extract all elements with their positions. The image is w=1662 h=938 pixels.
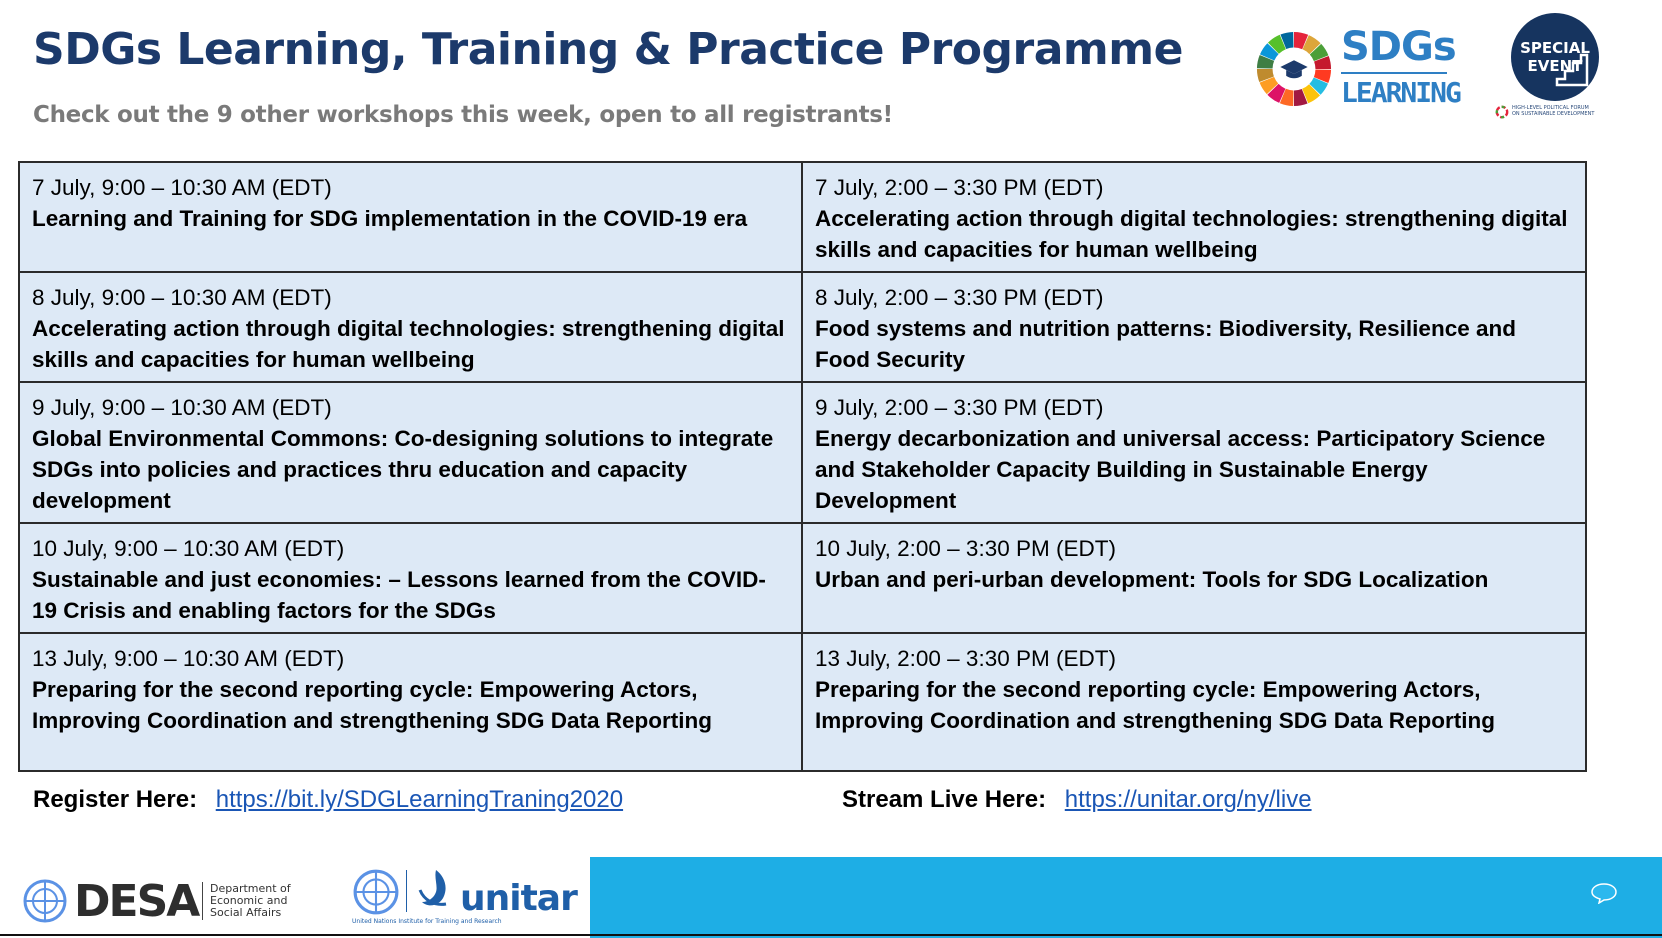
register-section (33, 786, 623, 814)
hlpf-line2: ON SUSTAINABLE DEVELOPMENT (1512, 111, 1595, 117)
un-emblem-icon (22, 878, 68, 924)
workshop-topic: Food systems and nutrition patterns: Biodiversity, Resilience and Food Security (815, 316, 1516, 372)
workshop-time: 8 July, 2:00 – 3:30 PM (EDT) (815, 285, 1104, 310)
desa-department (210, 883, 291, 919)
desa-logo (22, 876, 312, 926)
unitar-logo (350, 862, 577, 930)
footer-bar (590, 857, 1662, 938)
page-title: SDGs Learning, Training & Practice Programme (33, 24, 1183, 75)
workshop-topic: Sustainable and just economies: – Lessons learned from the COVID-19 Crisis and enabling factors for the SDGs (32, 567, 766, 623)
workshop-topic: Global Environmental Commons: Co-designing solutions to integrate SDGs into policies and practices thru education and capacity development (32, 426, 774, 513)
workshop-cell (802, 523, 1586, 633)
workshop-time: 13 July, 2:00 – 3:30 PM (EDT) (815, 646, 1116, 671)
workshop-time: 10 July, 9:00 – 10:30 AM (EDT) (32, 536, 345, 561)
table-row (19, 523, 1586, 633)
sdg-logo-divider (1341, 72, 1447, 74)
sdg-logo-subword: LEARNING (1341, 76, 1460, 109)
workshop-time: 9 July, 9:00 – 10:30 AM (EDT) (32, 395, 332, 420)
workshop-time: 9 July, 2:00 – 3:30 PM (EDT) (815, 395, 1104, 420)
table-row (19, 382, 1586, 523)
unitar-emblem-icon (414, 866, 458, 916)
sdg-wheel-icon (1255, 30, 1333, 108)
workshop-topic: Accelerating action through digital technologies: strengthening digital skills and capacities for human wellbeing (32, 316, 785, 372)
workshop-cell (802, 272, 1586, 382)
stream-section (842, 786, 1312, 814)
workshop-time: 10 July, 2:00 – 3:30 PM (EDT) (815, 536, 1116, 561)
desa-dept-line: Economic and (210, 894, 288, 907)
workshop-cell (19, 272, 802, 382)
workshop-time: 8 July, 9:00 – 10:30 AM (EDT) (32, 285, 332, 310)
workshop-cell (19, 633, 802, 771)
stream-link[interactable]: https://unitar.org/ny/live (1064, 786, 1312, 813)
workshop-topic: Energy decarbonization and universal access: Participatory Science and Stakeholder Capacity Building in Sustainable Energy Development (815, 426, 1546, 513)
workshop-topic: Learning and Training for SDG implementation in the COVID-19 era (32, 206, 748, 231)
workshop-cell (19, 523, 802, 633)
hlpf-line1: HIGH-LEVEL POLITICAL FORUM (1512, 105, 1589, 111)
desa-dept-line: Department of (210, 882, 291, 895)
register-label: Register Here: (33, 786, 198, 813)
special-event-steps-icon (1555, 53, 1589, 87)
un-emblem-icon (352, 868, 400, 916)
special-event-line1: SPECIAL (1520, 39, 1590, 57)
desa-divider (202, 882, 203, 920)
workshop-cell (802, 162, 1586, 272)
hlpf-ring-icon (1495, 105, 1509, 119)
workshop-topic: Preparing for the second reporting cycle: Empowering Actors, Improving Coordination and strengthening SDG Data Reporting (815, 677, 1495, 733)
workshop-time: 7 July, 2:00 – 3:30 PM (EDT) (815, 175, 1104, 200)
workshop-cell (802, 382, 1586, 523)
hlpf-logo (1494, 104, 1608, 120)
hlpf-text (1512, 105, 1594, 117)
table-row (19, 162, 1586, 272)
workshop-cell (19, 382, 802, 523)
footer-divider (0, 934, 1662, 936)
chat-bubble-icon[interactable] (1591, 882, 1617, 904)
workshop-time: 13 July, 9:00 – 10:30 AM (EDT) (32, 646, 345, 671)
workshop-schedule-table (18, 161, 1587, 772)
unitar-tagline: United Nations Institute for Training and Research (352, 918, 502, 925)
unitar-word: unitar (460, 878, 577, 919)
workshop-time: 7 July, 9:00 – 10:30 AM (EDT) (32, 175, 332, 200)
desa-dept-line: Social Affairs (210, 906, 282, 919)
workshop-cell (19, 162, 802, 272)
workshop-cell (802, 633, 1586, 771)
sdg-learning-logo (1255, 22, 1460, 112)
desa-word: DESA (74, 876, 199, 927)
workshop-topic: Accelerating action through digital technologies: strengthening digital skills and capacities for human wellbeing (815, 206, 1568, 262)
stream-label: Stream Live Here: (842, 786, 1047, 813)
table-row (19, 272, 1586, 382)
table-row (19, 633, 1586, 771)
workshop-topic: Urban and peri-urban development: Tools for SDG Localization (815, 567, 1489, 592)
register-link[interactable]: https://bit.ly/SDGLearningTraning2020 (215, 786, 624, 813)
page-subtitle: Check out the 9 other workshops this week, open to all registrants! (33, 102, 893, 128)
special-event-line2: EVENT (1527, 57, 1583, 75)
special-event-badge (1511, 13, 1599, 101)
sdg-logo-word: SDGs (1341, 24, 1456, 70)
unitar-divider (406, 870, 407, 912)
workshop-topic: Preparing for the second reporting cycle: Empowering Actors, Improving Coordination and strengthening SDG Data Reporting (32, 677, 712, 733)
